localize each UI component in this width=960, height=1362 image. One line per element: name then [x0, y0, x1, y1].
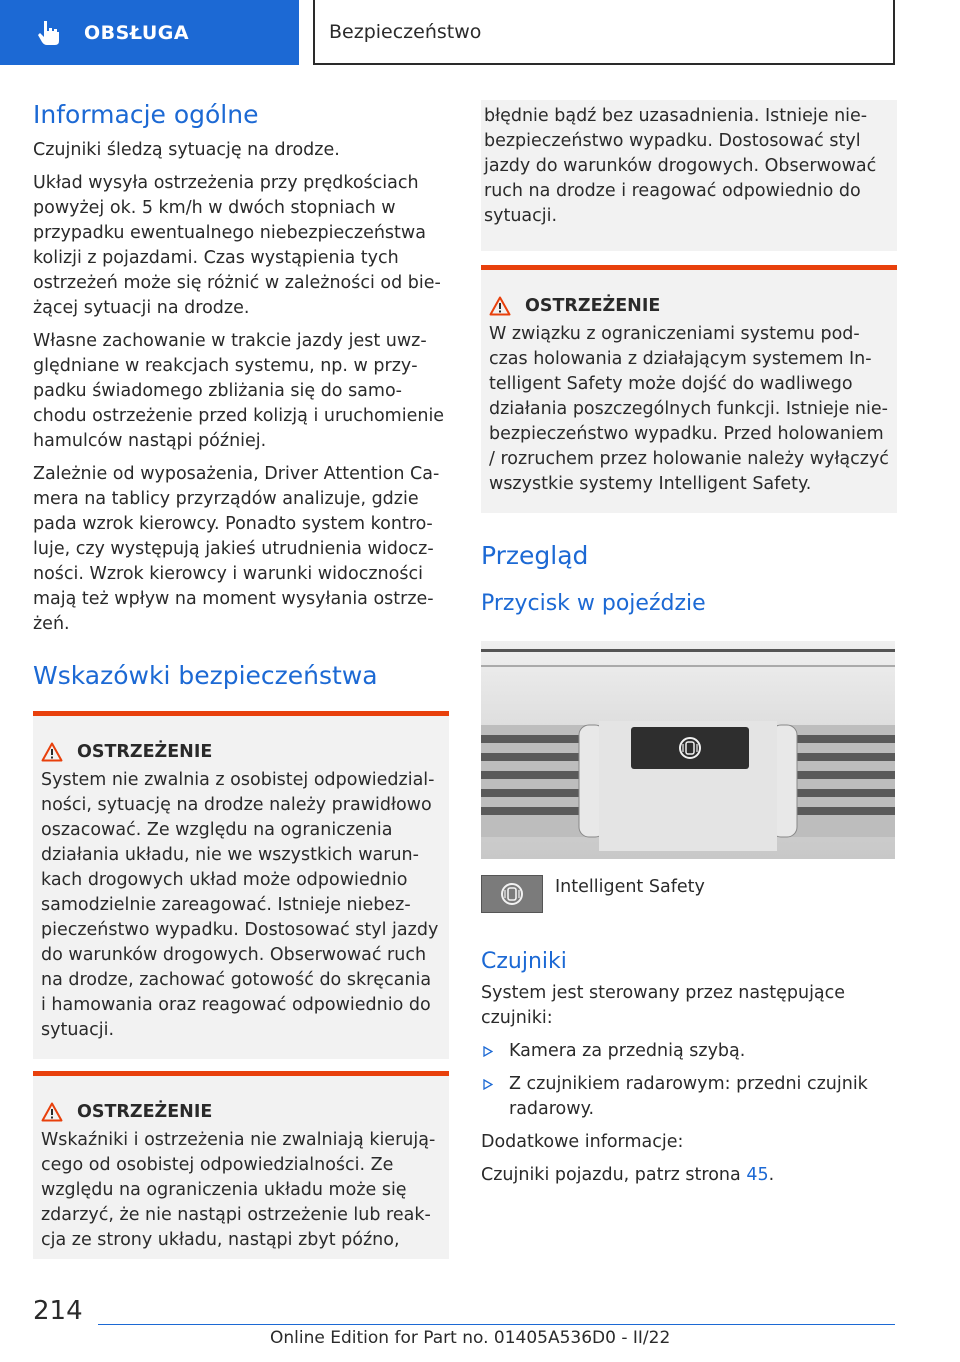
intelligent-safety-icon	[481, 875, 543, 913]
heading-safety-notes: Wskazówki bezpieczeństwa	[33, 661, 378, 690]
warning-title	[489, 296, 889, 316]
warning-triangle-icon	[41, 742, 63, 762]
paragraph: Czujniki śledzą sytuację na drodze.	[33, 140, 340, 160]
header-section-tab	[0, 0, 299, 65]
left-column	[33, 98, 449, 1259]
list-item: Kamera za przednią szybą.	[481, 1039, 897, 1064]
warning-triangle-icon	[41, 1102, 63, 1122]
warning-box	[33, 711, 449, 1059]
warning-title-text: OSTRZEŻENIE	[525, 296, 661, 316]
warning-text: błędnie bądź bez uzasadnienia. Istnieje niebezpieczeństwo wypadku. Dostosować styl jazdy do warunków drogowych. Obserwować ruch na drodze i reagować odpowiednio do sytuacji.	[484, 106, 877, 226]
paragraph: Układ wysyła ostrzeżenia przy prędkościach powyżej ok. 5 km/h w dwóch stopniach w przypadku ewentualnego niebezpieczeństwa kolizji z pojazdami. Czas wystąpienia tych ostrzeżeń może się różnić w zależności od bieżącej sytuacji na drodze.	[33, 173, 441, 318]
edition-note: Online Edition for Part no. 01405A536D0 - II/22	[270, 1328, 671, 1348]
paragraph: Zależnie od wyposażenia, Driver Attention Camera na tablicy przyrządów analizuje, gdzie pada wzrok kierowcy. Ponadto system kontroluje, czy występują jakieś utrudnienia widoczności. Wzrok kierowcy i warunki widoczności mają też wpływ na moment wysyłania ostrzeżeń.	[33, 464, 440, 634]
heading-button-in-vehicle: Przycisk w pojeździe	[481, 591, 706, 616]
sensor-list	[481, 1039, 897, 1122]
cross-reference: Czujniki pojazdu, patrz strona 45.	[481, 1165, 775, 1185]
bullet-triangle-icon	[483, 1046, 493, 1057]
heading-sensors: Czujniki	[481, 949, 567, 974]
left-air-vent	[481, 725, 611, 837]
button-legend	[481, 875, 897, 913]
warning-title-text: OSTRZEŻENIE	[77, 742, 213, 762]
paragraph: Własne zachowanie w trakcie jazdy jest uwzględniane w reakcjach systemu, np. w przypadku świadomego zbliżania się do samochodu ostrzeżenie przed kolizją i uruchomienie hamulców nastąpi później.	[33, 331, 445, 451]
hand-pointer-icon	[34, 18, 64, 48]
paragraph: System jest sterowany przez następujące czujniki:	[481, 983, 846, 1028]
warning-box	[481, 265, 897, 513]
footer-divider	[98, 1324, 895, 1325]
page-link[interactable]: 45	[746, 1165, 769, 1185]
chapter-title: Bezpieczeństwo	[329, 20, 482, 43]
warning-box-continued	[481, 100, 897, 251]
list-item: Z czujnikiem radarowym: przedni czujnik radarowy.	[481, 1072, 897, 1122]
heading-general-info: Informacje ogólne	[33, 100, 259, 129]
bullet-triangle-icon	[483, 1079, 493, 1090]
button-label: Intelligent Safety	[555, 877, 705, 897]
chapter-header	[313, 0, 895, 65]
warning-box	[33, 1071, 449, 1259]
warning-title	[41, 1102, 441, 1122]
warning-text: System nie zwalnia z osobistej odpowiedzialności, sytuację na drodze należy prawidłowo oszacować. Ze względu na ograniczenia działania układu, nie we wszystkich warunkach drogowych układ może odpowiednio samodzielnie zareagować. Istnieje niebezpieczeństwo wypadku. Dostosować styl jazdy do warunków drogowych. Obserwować ruch na drodze, zachować gotowość do skręcania i hamowania oraz reagować odpowiednio do sytuacji.	[41, 770, 439, 1040]
heading-overview: Przegląd	[481, 541, 589, 570]
warning-triangle-icon	[489, 296, 511, 316]
right-air-vent	[765, 725, 895, 837]
section-title: OBSŁUGA	[84, 21, 190, 44]
warning-text: W związku z ograniczeniami systemu podczas holowania z działającym systemem Intelligent Safety może dojść do wadliwego działania poszczególnych funkcji. Istnieje niebezpieczeństwo wypadku. Przed holowaniem / rozruchem przez holowanie należy wyłączyć wszystkie systemy Intelligent Safety.	[489, 324, 889, 494]
page-number: 214	[33, 1296, 83, 1326]
paragraph: Dodatkowe informacje:	[481, 1132, 684, 1152]
warning-title-text: OSTRZEŻENIE	[77, 1102, 213, 1122]
dashboard-button-photo	[481, 641, 895, 859]
warning-text: Wskaźniki i ostrzeżenia nie zwalniają kierującego od osobistej odpowiedzialności. Ze względu na ograniczenia układu może się zdarzyć, że nie nastąpi ostrzeżenie lub reakcja ze strony układu, nastąpi zbyt późno,	[41, 1130, 436, 1250]
dashboard-illustration	[481, 641, 895, 859]
right-column	[481, 100, 897, 1196]
warning-title	[41, 742, 441, 762]
